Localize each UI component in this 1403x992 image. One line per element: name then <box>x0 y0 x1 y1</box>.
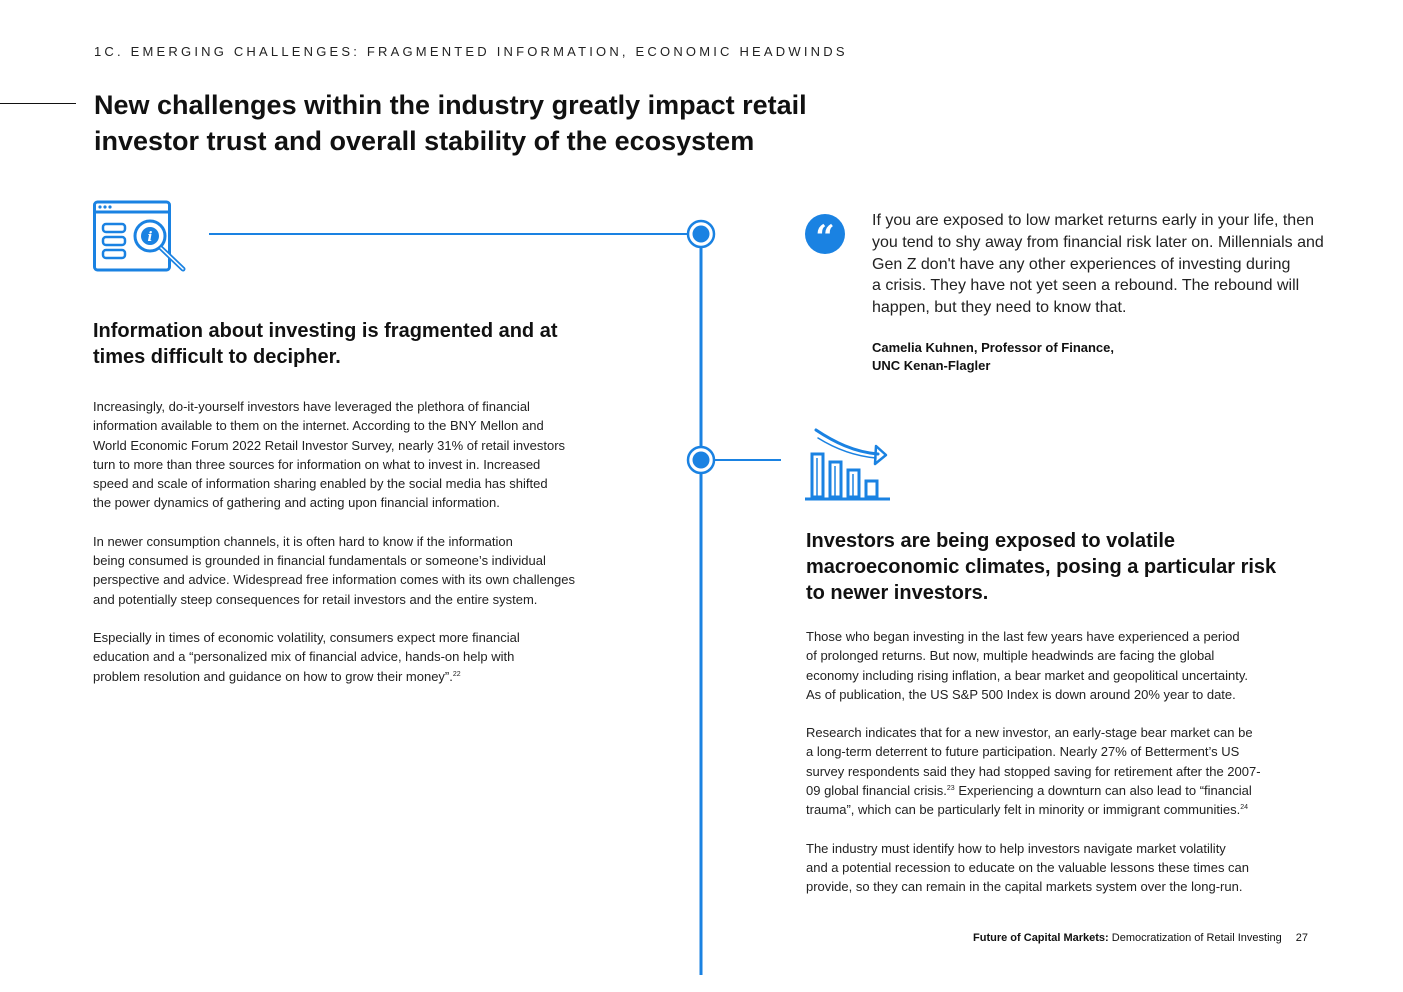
text-line: of prolonged returns. But now, multiple headwinds are facing the global <box>806 648 1215 664</box>
right-subhead <box>806 528 1366 606</box>
info-search-window-icon <box>93 200 188 274</box>
quote-line: a crisis. They have not yet seen a rebound. The rebound will <box>872 277 1300 295</box>
text-line: information available to them on the internet. According to the BNY Mellon and <box>93 418 544 434</box>
text-line: problem resolution and guidance on how to grow their money”. <box>93 668 453 684</box>
text-line: speed and scale of information sharing enabled by the social media has shifted <box>93 476 548 492</box>
footnote-ref[interactable]: 22 <box>452 670 461 678</box>
page-number: 27 <box>1295 932 1308 944</box>
attribution-line: Camelia Kuhnen, Professor of Finance, <box>872 340 1114 355</box>
quote-line: happen, but they need to know that. <box>872 299 1127 317</box>
section-label: 1C. EMERGING CHALLENGES: FRAGMENTED INFORMATION, ECONOMIC HEADWINDS <box>94 44 848 59</box>
quote-line: you tend to shy away from financial risk later on. Millennials and <box>872 233 1324 251</box>
text-segment: 09 global financial crisis. <box>806 783 947 799</box>
left-subhead-line: times difficult to decipher. <box>93 346 341 368</box>
right-subhead-line: macroeconomic climates, posing a particular risk <box>806 556 1277 578</box>
text-line: and a potential recession to educate on the valuable lessons these times can <box>806 859 1250 875</box>
timeline-node-top-fill <box>693 226 710 243</box>
quote-text <box>872 210 1372 319</box>
text-line: a long-term deterrent to future participation. Nearly 27% of Betterment’s US <box>806 744 1240 760</box>
text-line: Especially in times of economic volatility, consumers expect more financial <box>93 629 520 645</box>
svg-text:i: i <box>147 230 153 245</box>
text-segment: Experiencing a downturn can also lead to “financial <box>954 783 1252 799</box>
text-line: In newer consumption channels, it is often hard to know if the information <box>93 533 513 549</box>
text-line: education and a “personalized mix of financial advice, hands-on help with <box>93 649 515 665</box>
footer-subtitle: Democratization of Retail Investing <box>1108 932 1282 944</box>
left-subhead-line: Information about investing is fragmented and at <box>93 320 558 342</box>
text-line: provide, so they can remain in the capital markets system over the long-run. <box>806 879 1243 895</box>
text-line: Research indicates that for a new investor, an early-stage bear market can be <box>806 725 1253 741</box>
text-line: being consumed is grounded in financial fundamentals or someone’s individual <box>93 553 546 569</box>
text-line: Those who began investing in the last few years have experienced a period <box>806 629 1240 644</box>
attribution-line: UNC Kenan-Flagler <box>872 358 991 373</box>
right-paragraph <box>806 723 1366 819</box>
footnote-ref[interactable]: 23 <box>946 785 955 793</box>
svg-text:“: “ <box>815 218 835 254</box>
page-title-line: investor trust and overall stability of the ecosystem <box>94 126 755 156</box>
text-segment: trauma”, which can be particularly felt in minority or immigrant communities. <box>806 802 1241 818</box>
timeline-node-mid-fill <box>693 452 710 469</box>
right-paragraph <box>806 839 1366 897</box>
left-paragraph <box>93 397 653 513</box>
text-line-with-footnote <box>93 667 653 686</box>
declining-bar-chart-icon <box>804 424 894 502</box>
quote-line: If you are exposed to low market returns early in your life, then <box>872 212 1314 229</box>
right-body <box>806 627 1366 916</box>
footnote-ref[interactable]: 24 <box>1240 804 1248 812</box>
quote-line: Gen Z don't have any other experiences of investing during <box>872 255 1291 273</box>
text-line-with-footnote <box>806 781 1366 800</box>
quote-attribution <box>872 339 1272 375</box>
text-line: perspective and advice. Widespread free information comes with its own challenges <box>93 572 575 588</box>
quotation-mark-icon <box>805 214 845 254</box>
text-line: As of publication, the US S&P 500 Index is down around 20% year to date. <box>806 686 1236 702</box>
text-line: economy including rising inflation, a bear market and geopolitical uncertainty. <box>806 667 1249 683</box>
text-line: turn to more than three sources for information on what to invest in. Increased <box>93 456 541 472</box>
left-subhead <box>93 318 653 370</box>
footer-brand: Future of Capital Markets: <box>973 932 1109 944</box>
left-paragraph <box>93 532 653 609</box>
text-line: The industry must identify how to help investors navigate market volatility <box>806 840 1226 856</box>
right-subhead-line: Investors are being exposed to volatile <box>806 530 1176 552</box>
text-line: Increasingly, do-it-yourself investors have leveraged the plethora of financial <box>93 399 530 414</box>
text-line: survey respondents said they had stopped saving for retirement after the 2007- <box>806 763 1261 779</box>
text-line: and potentially steep consequences for retail investors and the entire system. <box>93 591 538 607</box>
right-subhead-line: to newer investors. <box>806 582 989 604</box>
page-title-line: New challenges within the industry greatly impact retail <box>94 90 807 120</box>
text-line: World Economic Forum 2022 Retail Investor Survey, nearly 31% of retail investors <box>93 437 566 453</box>
text-line-with-footnote <box>806 800 1366 819</box>
page-footer <box>973 932 1308 944</box>
text-line: the power dynamics of gathering and acting upon financial information. <box>93 495 500 511</box>
right-paragraph <box>806 627 1366 704</box>
left-paragraph <box>93 628 653 686</box>
left-body <box>93 397 653 705</box>
